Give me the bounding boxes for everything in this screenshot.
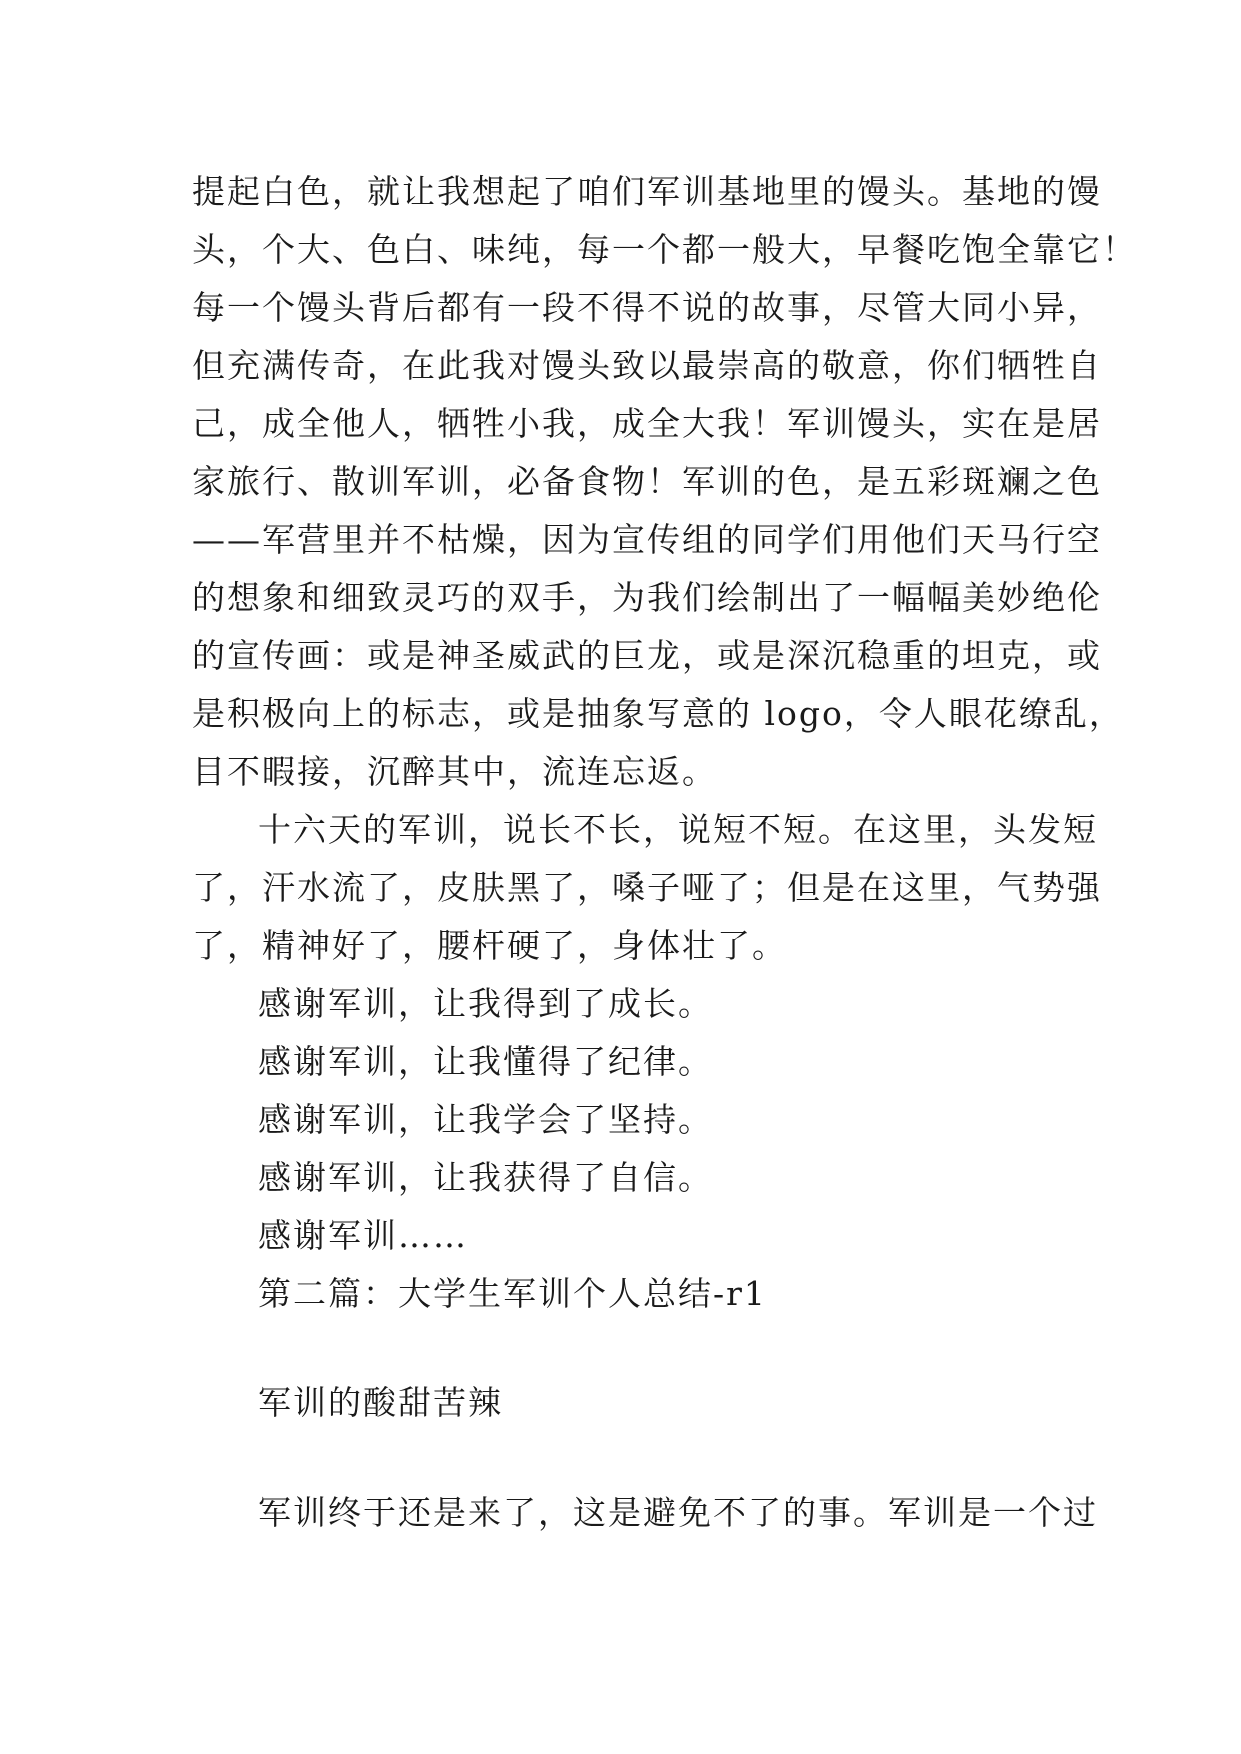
thanks-line: 感谢军训，让我学会了坚持。 xyxy=(258,1100,713,1139)
paragraph-first-line: 十六天的军训，说长不长，说短不短。在这里，头发短 xyxy=(258,810,1098,849)
section-heading: 第二篇：大学生军训个人总结-r1 xyxy=(258,1274,767,1313)
thanks-line: 感谢军训…… xyxy=(258,1216,468,1255)
body-text-line: 了，精神好了，腰杆硬了，身体壮了。 xyxy=(192,926,787,965)
thanks-line: 感谢军训，让我得到了成长。 xyxy=(258,984,713,1023)
body-text-line: 目不暇接，沉醉其中，流连忘返。 xyxy=(192,752,717,791)
body-text-line: 家旅行、散训军训，必备食物！军训的色，是五彩斑斓之色 xyxy=(192,462,1102,501)
paragraph-first-line: 军训终于还是来了，这是避免不了的事。军训是一个过 xyxy=(258,1493,1098,1532)
body-text-line: 的想象和细致灵巧的双手，为我们绘制出了一幅幅美妙绝伦 xyxy=(192,578,1102,617)
body-text-line: 提起白色，就让我想起了咱们军训基地里的馒头。基地的馒 xyxy=(192,172,1102,211)
body-text-line: 但充满传奇，在此我对馒头致以最崇高的敬意，你们牺牲自 xyxy=(192,346,1102,385)
body-text-line: 的宣传画：或是神圣威武的巨龙，或是深沉稳重的坦克，或 xyxy=(192,636,1102,675)
body-text-line: 己，成全他人，牺牲小我，成全大我！军训馒头，实在是居 xyxy=(192,404,1102,443)
thanks-line: 感谢军训，让我获得了自信。 xyxy=(258,1158,713,1197)
body-text-line: 是积极向上的标志，或是抽象写意的 logo，令人眼花缭乱， xyxy=(192,694,1124,733)
article-title: 军训的酸甜苦辣 xyxy=(258,1383,503,1422)
body-text-line: 了，汗水流了，皮肤黑了，嗓子哑了；但是在这里，气势强 xyxy=(192,868,1102,907)
body-text-line: 头，个大、色白、味纯，每一个都一般大，早餐吃饱全靠它！ xyxy=(192,230,1137,269)
body-text-line: 每一个馒头背后都有一段不得不说的故事，尽管大同小异， xyxy=(192,288,1102,327)
thanks-line: 感谢军训，让我懂得了纪律。 xyxy=(258,1042,713,1081)
body-text-line: ——军营里并不枯燥，因为宣传组的同学们用他们天马行空 xyxy=(192,520,1102,559)
